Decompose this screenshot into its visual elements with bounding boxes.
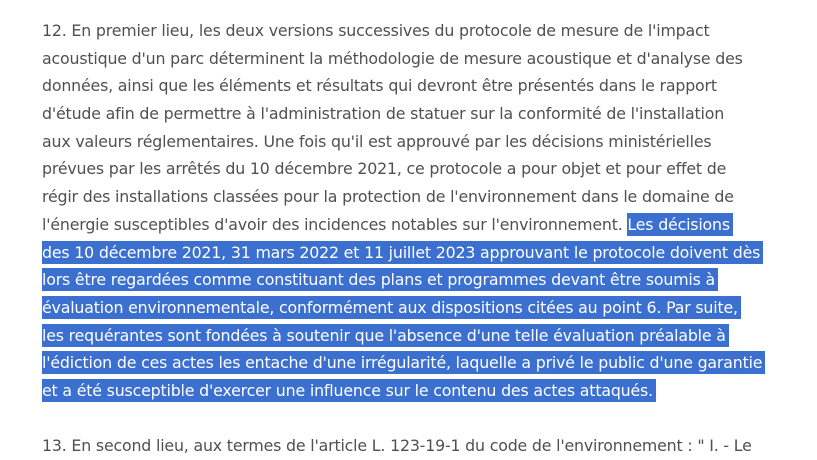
paragraph-line: 12. En premier lieu, les deux versions successives du protocole de mesure de l'impact xyxy=(42,21,710,40)
paragraph-line: aux valeurs réglementaires. Une fois qu'il est approuvé par les décisions ministérielles xyxy=(42,131,712,151)
selected-line[interactable] xyxy=(42,349,782,377)
paragraph-line: prévues par les arrêtés du 10 décembre 2021, ce protocole a pour objet et pour effet de xyxy=(42,159,727,179)
paragraph-line: acoustique d'un parc déterminent la méthodologie de mesure acoustique et d'analyse des xyxy=(42,48,743,68)
selected-line[interactable] xyxy=(42,294,782,322)
selected-line[interactable] xyxy=(42,322,782,350)
selected-text[interactable]: des 10 décembre 2021, 31 mars 2022 et 11 juillet 2023 approuvant le protocole doivent dès xyxy=(42,241,763,264)
paragraph-line: d'étude afin de permettre à l'administration de statuer sur la conformité de l'installation xyxy=(42,104,725,124)
paragraph-line: données, ainsi que les éléments et résultats qui devront être présentés dans le rapport xyxy=(42,76,717,96)
selected-line[interactable] xyxy=(42,377,782,405)
paragraph-12 xyxy=(42,17,782,405)
paragraph-line: 13. En second lieu, aux termes de l'article L. 123-19-1 du code de l'environnement : " I. - Le xyxy=(42,436,752,455)
selected-line[interactable] xyxy=(42,239,782,267)
selected-text[interactable]: Les décisions xyxy=(627,213,733,236)
paragraph-13 xyxy=(42,432,802,460)
selected-text[interactable]: évaluation environnementale, conformément aux dispositions citées au point 6. Par suite, xyxy=(42,296,741,319)
selected-text[interactable]: lors être regardées comme constituant des plans et programmes devant être soumis à xyxy=(42,268,718,291)
paragraph-line: régir des installations classées pour la protection de l'environnement dans le domaine de xyxy=(42,187,734,207)
selected-text[interactable]: et a été susceptible d'exercer une influence sur le contenu des actes attaqués. xyxy=(42,379,656,402)
plain-text: l'énergie susceptibles d'avoir des incidences notables sur l'environnement. xyxy=(42,214,623,234)
paragraph-line-mixed xyxy=(42,211,782,239)
selected-text[interactable]: l'édiction de ces actes les entache d'une irrégularité, laquelle a privé le public d'une garantie xyxy=(42,351,765,374)
selected-text[interactable]: les requérantes sont fondées à soutenir que l'absence d'une telle évaluation préalable à xyxy=(42,324,729,347)
selected-line[interactable] xyxy=(42,266,782,294)
